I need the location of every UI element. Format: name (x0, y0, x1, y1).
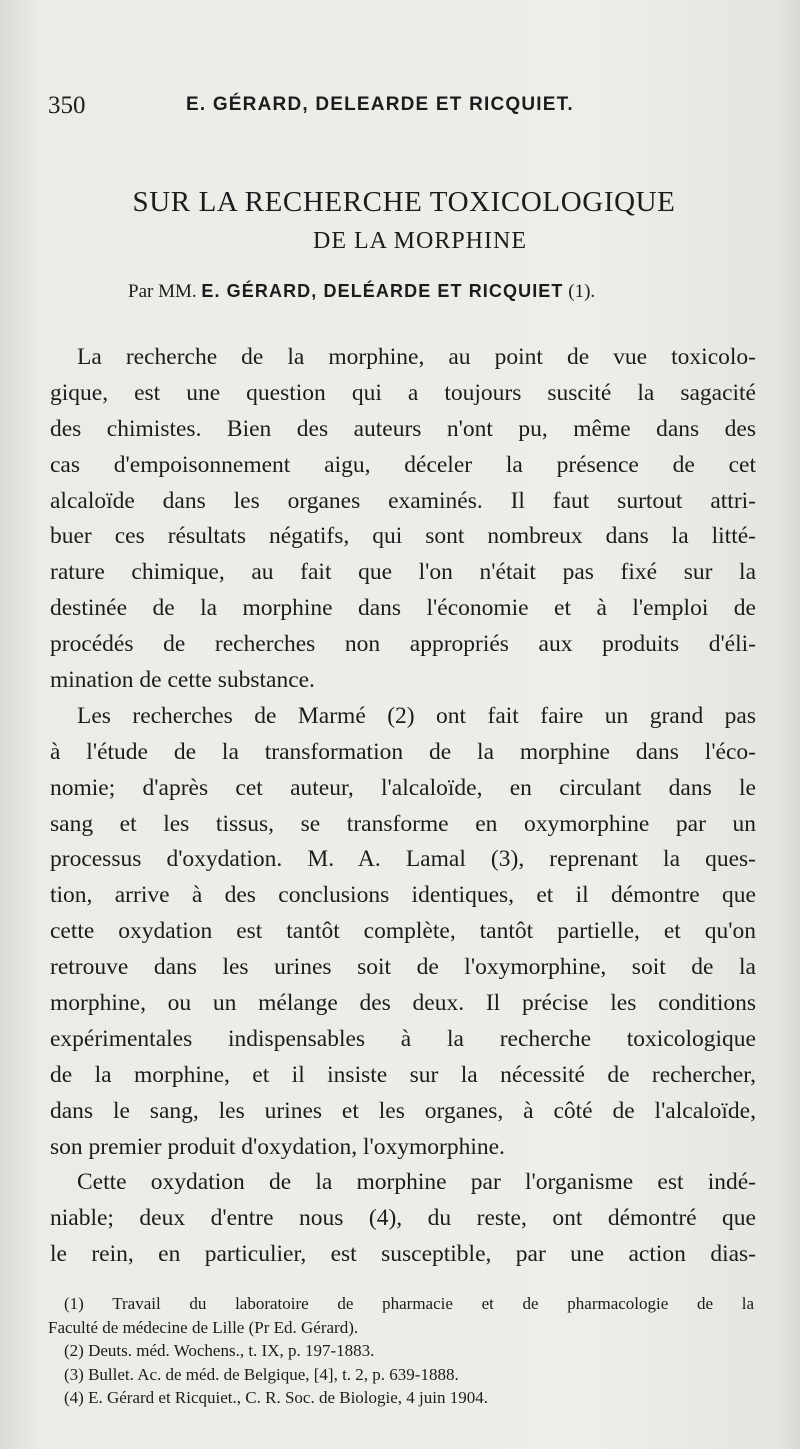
byline-authors: E. GÉRARD, DELÉARDE ET RICQUIET (201, 281, 564, 301)
body-line: Les recherches de Marmé (2) ont fait faire un grand pas (77, 702, 756, 729)
body-line: retrouve dans les urines soit de l'oxymorphine, soit de la (50, 954, 756, 981)
body-line: tion, arrive à des conclusions identiques, et il démontre que (50, 882, 756, 909)
footnote-line: Faculté de médecine de Lille (Pr Ed. Gérard). (48, 1317, 359, 1337)
page-number: 350 (48, 92, 86, 119)
body-line: rature chimique, au fait que l'on n'était pas fixé sur la (50, 559, 756, 586)
footnote-line: (1) Travail du laboratoire de pharmacie et de pharmacologie de la (64, 1294, 754, 1313)
body-line: destinée de la morphine dans l'économie et à l'emploi de (50, 595, 756, 622)
body-line: des chimistes. Bien des auteurs n'ont pu, même dans des (50, 415, 756, 442)
article-subtitle: DE LA MORPHINE (312, 228, 527, 254)
body-line: morphine, ou un mélange des deux. Il précise les conditions (50, 990, 756, 1017)
body-line: La recherche de la morphine, au point de vue toxicolo- (77, 344, 756, 370)
body-line: processus d'oxydation. M. A. Lamal (3), reprenant la ques- (50, 846, 756, 873)
body-line: dans le sang, les urines et les organes, à côté de l'alcaloïde, (50, 1097, 756, 1124)
footnote-line: (2) Deuts. méd. Wochens., t. IX, p. 197-1883. (64, 1341, 375, 1360)
article-body (50, 340, 756, 1273)
byline-footnote-ref: (1). (568, 281, 596, 302)
footnote-line: (3) Bullet. Ac. de méd. de Belgique, [4], t. 2, p. 639-1888. (64, 1364, 459, 1384)
footnote-line: (4) E. Gérard et Ricquiet., C. R. Soc. de Biologie, 4 juin 1904. (64, 1388, 488, 1407)
byline-prefix: Par MM. (128, 281, 197, 302)
body-line: alcaloïde dans les organes examinés. Il faut surtout attri- (50, 487, 756, 514)
body-line: à l'étude de la transformation de la morphine dans l'éco- (50, 738, 756, 765)
body-line: Cette oxydation de la morphine par l'organisme est indé- (77, 1169, 756, 1196)
running-head (48, 92, 768, 124)
body-line: expérimentales indispensables à la recherche toxicologique (50, 1025, 756, 1052)
footnotes (48, 1292, 754, 1410)
body-line: de la morphine, et il insiste sur la nécessité de rechercher, (50, 1061, 756, 1088)
body-line: cas d'empoisonnement aigu, déceler la présence de cet (50, 451, 756, 478)
article-title: SUR LA RECHERCHE TOXICOLOGIQUE (132, 186, 676, 218)
body-line: le rein, en particulier, est susceptible, par une action dias- (50, 1241, 756, 1268)
body-line: gique, est une question qui a toujours suscité la sagacité (50, 379, 756, 406)
body-line: mination de cette substance. (50, 667, 315, 694)
body-line: sang et les tissus, se transforme en oxymorphine par un (50, 810, 756, 837)
byline (128, 281, 595, 303)
body-line: cette oxydation est tantôt complète, tantôt partielle, et qu'on (50, 918, 756, 945)
body-line: procédés de recherches non appropriés aux produits d'éli- (50, 631, 756, 658)
body-line: son premier produit d'oxydation, l'oxymorphine. (50, 1133, 505, 1160)
running-title: E. GÉRARD, DELEARDE ET RICQUIET. (186, 94, 574, 115)
body-line: nomie; d'après cet auteur, l'alcaloïde, en circulant dans le (50, 774, 756, 801)
body-line: niable; deux d'entre nous (4), du reste, ont démontré que (50, 1205, 756, 1232)
body-line: buer ces résultats négatifs, qui sont nombreux dans la litté- (50, 523, 756, 550)
